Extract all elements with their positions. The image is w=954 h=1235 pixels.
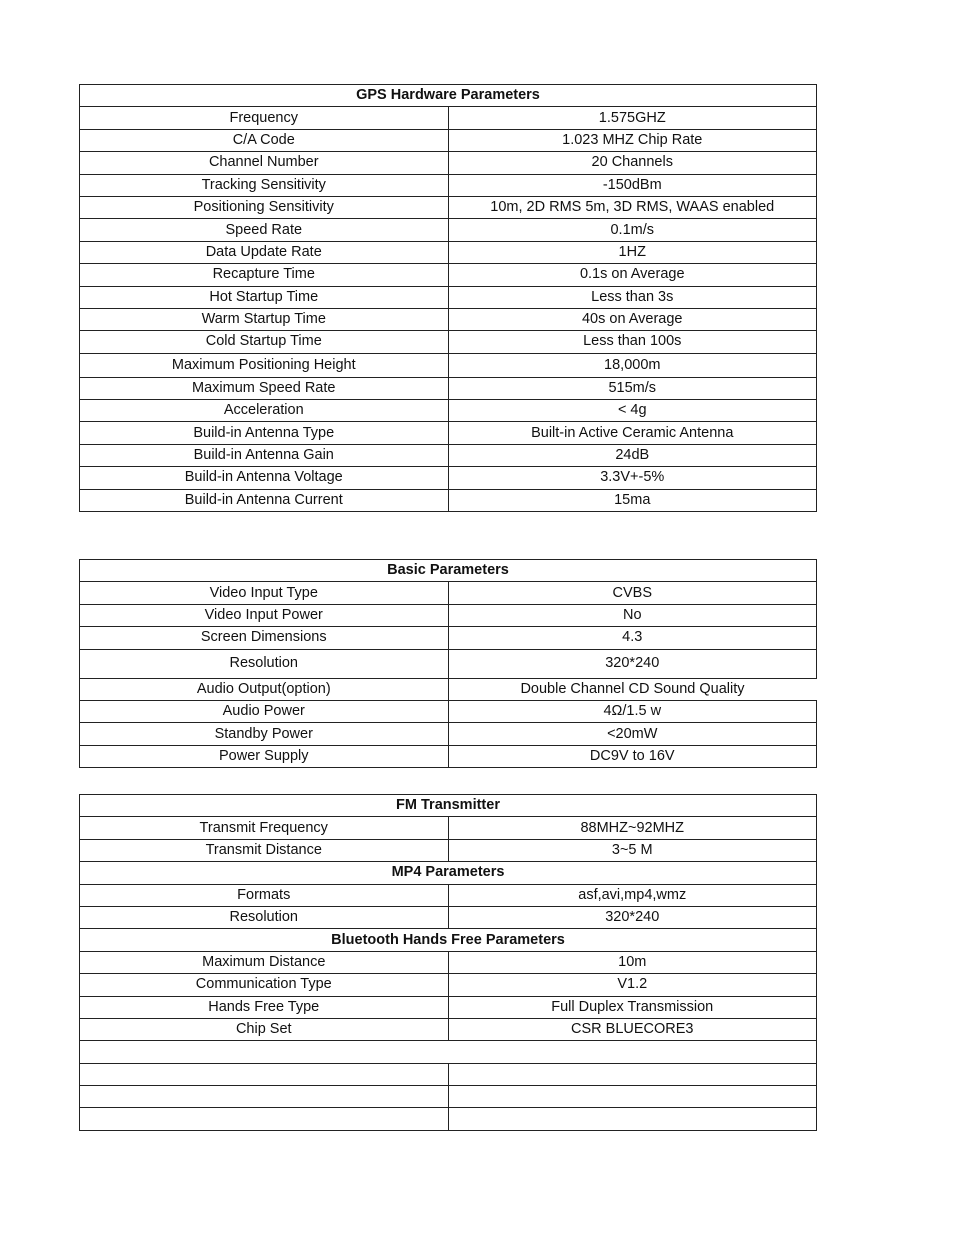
table-row — [80, 353, 817, 377]
param-value: Less than 100s — [448, 331, 817, 353]
param-label: Chip Set — [80, 1018, 449, 1040]
table-row — [80, 331, 817, 353]
table-row — [80, 906, 817, 928]
table-row — [80, 974, 817, 996]
param-value: 10m, 2D RMS 5m, 3D RMS, WAAS enabled — [448, 196, 817, 218]
param-value: 40s on Average — [448, 308, 817, 330]
table-header-row — [80, 560, 817, 582]
table-row — [80, 377, 817, 399]
table-row — [80, 649, 817, 678]
empty-row — [80, 1086, 817, 1108]
param-value: 88MHZ~92MHZ — [448, 817, 817, 839]
param-value: 1.023 MHZ Chip Rate — [448, 129, 817, 151]
param-value: Double Channel CD Sound Quality — [448, 678, 817, 700]
param-value: 18,000m — [448, 353, 817, 377]
param-label: Power Supply — [80, 745, 449, 767]
table-row — [80, 745, 817, 767]
param-label: Cold Startup Time — [80, 331, 449, 353]
table-row — [80, 627, 817, 649]
param-value: 24dB — [448, 444, 817, 466]
table-row — [80, 723, 817, 745]
param-label: Positioning Sensitivity — [80, 196, 449, 218]
param-label: Audio Power — [80, 700, 449, 722]
param-label: Build-in Antenna Current — [80, 489, 449, 511]
table-row — [80, 241, 817, 263]
empty-cell — [448, 1108, 817, 1130]
table-row — [80, 107, 817, 129]
empty-cell — [80, 1041, 817, 1063]
param-label: Hot Startup Time — [80, 286, 449, 308]
section-title: Bluetooth Hands Free Parameters — [80, 929, 817, 951]
param-label: Build-in Antenna Type — [80, 422, 449, 444]
param-label: Maximum Positioning Height — [80, 353, 449, 377]
table-row — [80, 1018, 817, 1040]
table-row — [80, 951, 817, 973]
param-value: No — [448, 604, 817, 626]
table-header-row — [80, 795, 817, 817]
table-row — [80, 678, 817, 700]
table-row — [80, 444, 817, 466]
param-label: Channel Number — [80, 152, 449, 174]
table-header-row — [80, 85, 817, 107]
param-label: Recapture Time — [80, 264, 449, 286]
table-row — [80, 582, 817, 604]
param-label: Transmit Distance — [80, 839, 449, 861]
empty-cell — [448, 1086, 817, 1108]
table-row — [80, 467, 817, 489]
param-value: CSR BLUECORE3 — [448, 1018, 817, 1040]
table-row — [80, 286, 817, 308]
table-row — [80, 839, 817, 861]
param-value: 0.1m/s — [448, 219, 817, 241]
gps-parameters-table — [79, 84, 817, 512]
fm-mp4-bluetooth-table — [79, 794, 817, 1131]
param-value: 320*240 — [448, 649, 817, 678]
param-value: 4.3 — [448, 627, 817, 649]
param-value: Full Duplex Transmission — [448, 996, 817, 1018]
param-label: Hands Free Type — [80, 996, 449, 1018]
param-label: Video Input Power — [80, 604, 449, 626]
table-row — [80, 817, 817, 839]
param-value: 320*240 — [448, 906, 817, 928]
empty-row — [80, 1108, 817, 1130]
table-row — [80, 196, 817, 218]
empty-cell — [80, 1108, 449, 1130]
param-label: Build-in Antenna Voltage — [80, 467, 449, 489]
table-row — [80, 308, 817, 330]
param-value: 1.575GHZ — [448, 107, 817, 129]
param-label: Acceleration — [80, 400, 449, 422]
param-label: Frequency — [80, 107, 449, 129]
empty-cell — [448, 1063, 817, 1085]
table-row — [80, 884, 817, 906]
section-title: FM Transmitter — [80, 795, 817, 817]
param-label: Screen Dimensions — [80, 627, 449, 649]
section-title: MP4 Parameters — [80, 862, 817, 884]
param-value: < 4g — [448, 400, 817, 422]
empty-cell — [80, 1063, 449, 1085]
basic-parameters-table — [79, 559, 817, 768]
param-value: <20mW — [448, 723, 817, 745]
param-label: Transmit Frequency — [80, 817, 449, 839]
param-value: asf,avi,mp4,wmz — [448, 884, 817, 906]
param-value: Less than 3s — [448, 286, 817, 308]
param-value: 3.3V+-5% — [448, 467, 817, 489]
param-label: Audio Output(option) — [80, 678, 449, 700]
param-value: 20 Channels — [448, 152, 817, 174]
param-label: C/A Code — [80, 129, 449, 151]
param-value: 3~5 M — [448, 839, 817, 861]
param-label: Video Input Type — [80, 582, 449, 604]
param-label: Data Update Rate — [80, 241, 449, 263]
table-row — [80, 400, 817, 422]
param-value: DC9V to 16V — [448, 745, 817, 767]
param-value: 0.1s on Average — [448, 264, 817, 286]
param-value: 15ma — [448, 489, 817, 511]
param-value: CVBS — [448, 582, 817, 604]
param-label: Resolution — [80, 906, 449, 928]
table-row — [80, 604, 817, 626]
param-label: Build-in Antenna Gain — [80, 444, 449, 466]
param-value: 10m — [448, 951, 817, 973]
table-row — [80, 174, 817, 196]
table-row — [80, 219, 817, 241]
param-value: V1.2 — [448, 974, 817, 996]
table-row — [80, 700, 817, 722]
table-header-row — [80, 862, 817, 884]
param-value: -150dBm — [448, 174, 817, 196]
section-title: GPS Hardware Parameters — [80, 85, 817, 107]
param-value: 515m/s — [448, 377, 817, 399]
param-value: 1HZ — [448, 241, 817, 263]
param-label: Formats — [80, 884, 449, 906]
table-row — [80, 129, 817, 151]
table-row — [80, 152, 817, 174]
table-row — [80, 422, 817, 444]
param-label: Warm Startup Time — [80, 308, 449, 330]
table-header-row — [80, 929, 817, 951]
param-label: Communication Type — [80, 974, 449, 996]
empty-cell — [80, 1086, 449, 1108]
table-row — [80, 489, 817, 511]
param-label: Standby Power — [80, 723, 449, 745]
section-title: Basic Parameters — [80, 560, 817, 582]
param-value: Built-in Active Ceramic Antenna — [448, 422, 817, 444]
param-label: Speed Rate — [80, 219, 449, 241]
param-label: Tracking Sensitivity — [80, 174, 449, 196]
empty-row — [80, 1041, 817, 1063]
param-label: Maximum Distance — [80, 951, 449, 973]
table-row — [80, 996, 817, 1018]
empty-row — [80, 1063, 817, 1085]
param-label: Resolution — [80, 649, 449, 678]
table-row — [80, 264, 817, 286]
param-label: Maximum Speed Rate — [80, 377, 449, 399]
param-value: 4Ω/1.5 w — [448, 700, 817, 722]
